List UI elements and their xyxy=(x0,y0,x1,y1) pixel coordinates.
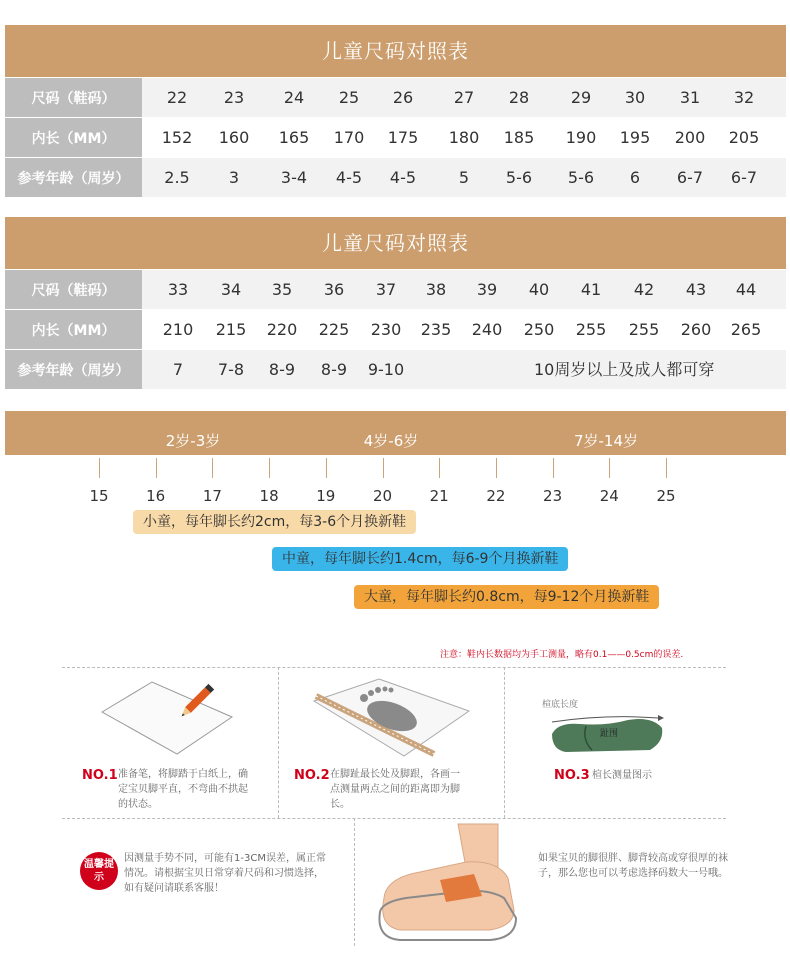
table-cell: 26 xyxy=(392,88,414,107)
stage-middle: 中童，每年脚长约1.4cm，每6-9个月换新鞋 xyxy=(272,547,568,571)
row-header: 内长（MM） xyxy=(5,310,142,349)
step-text: 在脚趾最长处及脚跟，各画一点测量两点之间的距离即为脚长。 xyxy=(330,769,460,810)
step-text: 楦长测量图示 xyxy=(592,770,652,781)
table-cell: 36 xyxy=(323,280,345,299)
table-cell: 8-9 xyxy=(268,360,296,379)
row-header: 尺码（鞋码） xyxy=(5,270,142,309)
table-cell: 265 xyxy=(730,320,762,339)
table-cell: 225 xyxy=(318,320,350,339)
step-number: NO.3 xyxy=(554,768,590,783)
foot-measure-illustration xyxy=(304,676,474,761)
table-cell: 180 xyxy=(448,128,480,147)
scale-tick xyxy=(496,458,497,478)
table-cell: 160 xyxy=(218,128,250,147)
scale-tick xyxy=(99,458,100,478)
measurement-note: 注意：鞋内长数据均为手工测量，略有0.1——0.5cm的误差. xyxy=(440,650,684,660)
size-row xyxy=(5,269,786,309)
table-cell: 3 xyxy=(228,168,240,187)
scale-number: 25 xyxy=(656,487,676,505)
scale-tick xyxy=(609,458,610,478)
length-row xyxy=(5,309,786,349)
table-cell: 240 xyxy=(471,320,503,339)
row-values xyxy=(142,350,786,389)
age-row xyxy=(5,349,786,389)
row-header: 尺码（鞋码） xyxy=(5,78,142,117)
age-note: 10周岁以上及成人都可穿 xyxy=(534,360,715,379)
tip-badge: 温馨提示 xyxy=(80,852,118,890)
table-cell: 29 xyxy=(570,88,592,107)
divider xyxy=(62,818,726,819)
table-cell: 37 xyxy=(375,280,397,299)
chart-title: 儿童尺码对照表 xyxy=(5,217,786,269)
scale-tick xyxy=(156,458,157,478)
scale-number: 23 xyxy=(543,487,563,505)
table-cell: 8-9 xyxy=(320,360,348,379)
table-cell: 230 xyxy=(370,320,402,339)
scale-tick xyxy=(553,458,554,478)
table-cell: 175 xyxy=(387,128,419,147)
table-cell: 195 xyxy=(619,128,651,147)
table-cell: 190 xyxy=(565,128,597,147)
row-values xyxy=(142,78,786,117)
table-cell: 200 xyxy=(674,128,706,147)
step-text: 准备笔，将脚踏于白纸上，确定宝贝脚平直，不弯曲不拱起的状态。 xyxy=(118,769,248,810)
size-row xyxy=(5,77,786,117)
table-cell: 215 xyxy=(215,320,247,339)
table-cell: 38 xyxy=(425,280,447,299)
table-cell: 27 xyxy=(453,88,475,107)
divider xyxy=(62,667,726,668)
scale-number: 20 xyxy=(372,487,393,505)
table-cell: 6 xyxy=(629,168,641,187)
table-cell: 2.5 xyxy=(164,168,190,187)
table-cell: 43 xyxy=(685,280,707,299)
stage-small: 小童，每年脚长约2cm，每3-6个月换新鞋 xyxy=(133,510,416,534)
age-label: 2岁-3岁 xyxy=(165,432,221,450)
scale-tick xyxy=(383,458,384,478)
table-cell: 250 xyxy=(523,320,555,339)
scale-tick xyxy=(326,458,327,478)
divider xyxy=(278,667,279,818)
scale-number: 17 xyxy=(202,487,222,505)
table-cell: 152 xyxy=(161,128,193,147)
table-cell: 24 xyxy=(283,88,305,107)
table-cell: 220 xyxy=(266,320,298,339)
table-cell: 5-6 xyxy=(505,168,533,187)
row-values xyxy=(142,158,786,197)
size-chart-1 xyxy=(5,25,786,197)
table-cell: 28 xyxy=(508,88,530,107)
tip-text: 因测量手势不同，可能有1-3CM误差，属正常情况。请根据宝贝日常穿着尺码和习惯选择，如有疑问请联系客服！ xyxy=(124,853,326,894)
table-cell: 6-7 xyxy=(730,168,758,187)
paper-pencil-illustration xyxy=(92,672,242,762)
age-row xyxy=(5,157,786,197)
table-cell: 42 xyxy=(633,280,655,299)
table-cell: 255 xyxy=(575,320,607,339)
divider xyxy=(504,667,505,818)
table-cell: 7-8 xyxy=(217,360,245,379)
table-cell: 205 xyxy=(728,128,760,147)
table-cell: 34 xyxy=(220,280,242,299)
scale-number: 18 xyxy=(259,487,279,505)
table-cell: 9-10 xyxy=(367,360,405,379)
table-cell: 25 xyxy=(338,88,360,107)
scale-number: 24 xyxy=(599,487,619,505)
shoe-on-foot-illustration xyxy=(370,822,530,946)
table-cell: 31 xyxy=(679,88,701,107)
scale-tick xyxy=(666,458,667,478)
table-cell: 41 xyxy=(580,280,602,299)
table-cell: 32 xyxy=(733,88,755,107)
table-cell: 170 xyxy=(333,128,365,147)
scale-number: 22 xyxy=(486,487,506,505)
row-values xyxy=(142,270,786,309)
scale-tick xyxy=(212,458,213,478)
scale-tick xyxy=(269,458,270,478)
table-cell: 4-5 xyxy=(389,168,417,187)
table-cell: 260 xyxy=(680,320,712,339)
table-cell: 4-5 xyxy=(335,168,363,187)
stage-large: 大童，每年脚长约0.8cm，每9-12个月换新鞋 xyxy=(354,585,659,609)
divider xyxy=(354,818,355,946)
table-cell: 23 xyxy=(223,88,245,107)
table-cell: 7 xyxy=(172,360,184,379)
row-header: 内长（MM） xyxy=(5,118,142,157)
row-values xyxy=(142,118,786,157)
row-header: 参考年龄（周岁） xyxy=(5,350,142,389)
chart-title: 儿童尺码对照表 xyxy=(5,25,786,77)
table-cell: 235 xyxy=(420,320,452,339)
table-cell: 5 xyxy=(458,168,470,187)
table-cell: 39 xyxy=(476,280,498,299)
table-cell: 44 xyxy=(735,280,757,299)
row-header: 参考年龄（周岁） xyxy=(5,158,142,197)
table-cell: 35 xyxy=(271,280,293,299)
table-cell: 185 xyxy=(503,128,535,147)
size-chart-2 xyxy=(5,217,786,389)
length-row xyxy=(5,117,786,157)
table-cell: 5-6 xyxy=(567,168,595,187)
table-cell: 255 xyxy=(628,320,660,339)
girth-label: 趾围 xyxy=(600,729,619,739)
row-values xyxy=(142,310,786,349)
table-cell: 30 xyxy=(624,88,646,107)
scale-number: 21 xyxy=(429,487,449,505)
age-label: 7岁-14岁 xyxy=(573,432,639,450)
scale-tick xyxy=(439,458,440,478)
table-cell: 22 xyxy=(166,88,188,107)
scale-number: 16 xyxy=(146,487,166,505)
table-cell: 40 xyxy=(528,280,550,299)
table-cell: 3-4 xyxy=(280,168,308,187)
scale-number: 15 xyxy=(89,487,109,505)
step-number: NO.2 xyxy=(294,768,330,783)
step-number: NO.1 xyxy=(82,768,118,783)
tip-text: 如果宝贝的脚很胖、脚背较高或穿很厚的袜子，那么您也可以考虑选择码数大一号哦。 xyxy=(538,853,728,879)
age-label: 4岁-6岁 xyxy=(363,432,419,450)
table-cell: 210 xyxy=(162,320,194,339)
scale-number: 19 xyxy=(316,487,336,505)
table-cell: 6-7 xyxy=(676,168,704,187)
table-cell: 165 xyxy=(278,128,310,147)
table-cell: 33 xyxy=(167,280,189,299)
last-length-label: 楦底长度 xyxy=(542,700,579,710)
